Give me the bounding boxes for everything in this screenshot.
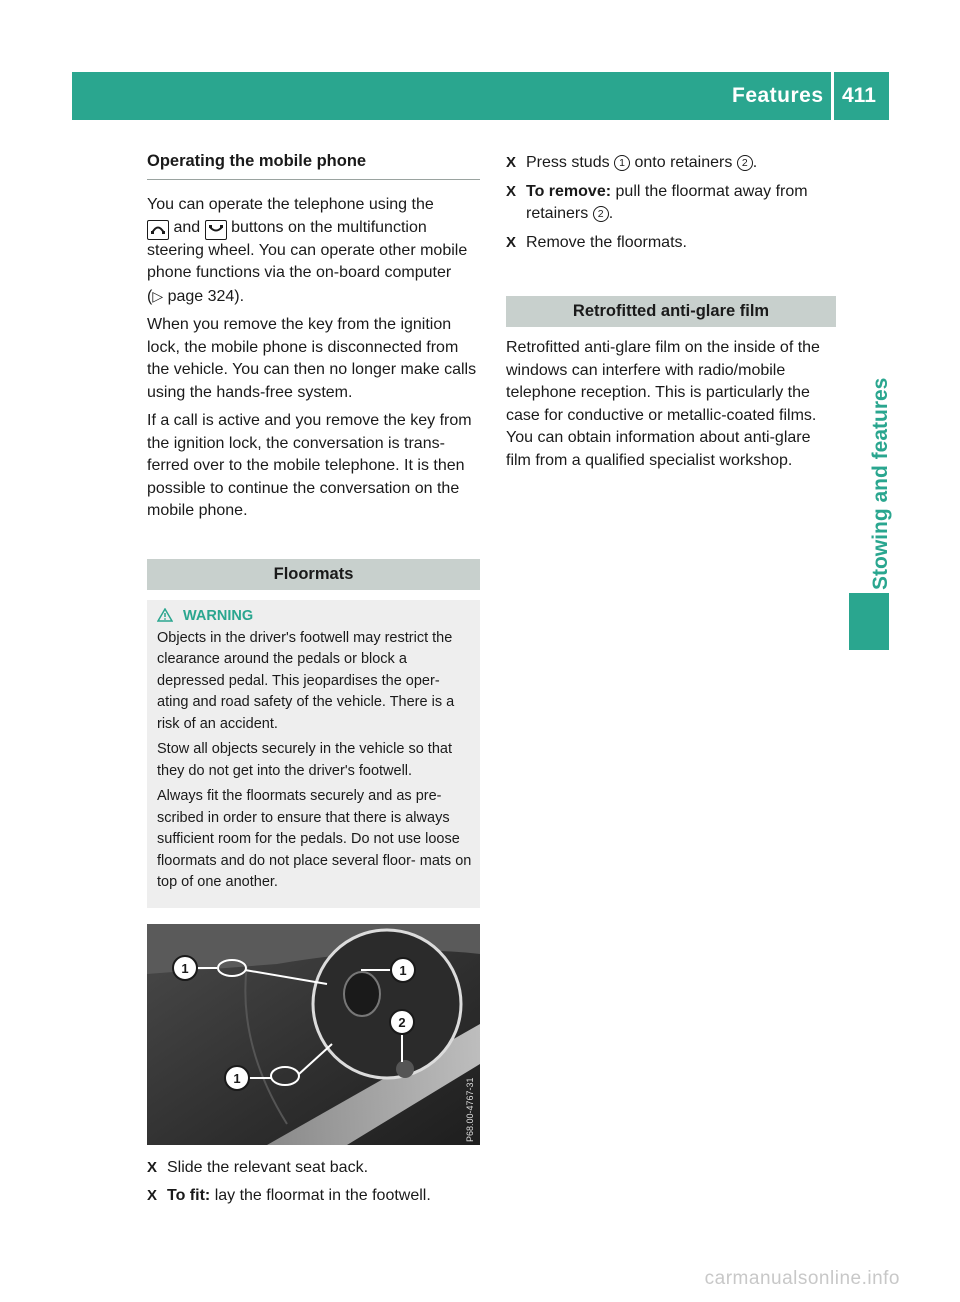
section-heading-floormats: Floormats [147, 559, 480, 590]
warning-box [147, 600, 480, 908]
step-remove-floormats [506, 232, 836, 255]
phone-hangup-icon [205, 220, 227, 240]
footer-watermark: carmanualsonline.info [704, 1268, 900, 1289]
step-arrow-icon: X [147, 1158, 158, 1176]
xref-arrow-icon: ▷ [152, 287, 164, 304]
step-punct: . [752, 154, 758, 171]
paragraph-operate-phone [147, 194, 480, 308]
step-punct: . [608, 205, 614, 222]
step-text: onto retainers [634, 154, 733, 171]
warning-paragraph: Stow all objects securely in the vehicle so that they do not get into the driver's footwell. [157, 741, 452, 779]
section-title: Features [732, 84, 824, 107]
step-arrow-icon: X [506, 182, 517, 200]
right-column [506, 152, 836, 478]
callout-1-icon: 1 [614, 155, 630, 171]
warning-paragraph: Objects in the driver's footwell may restrict the clearance around the pedals or block a depressed pedal. This jeopardises the oper- ating and road safety of the vehicle. There is a risk of an accident. [157, 629, 455, 732]
callout-1 [391, 958, 415, 982]
header-bar [72, 72, 889, 120]
callout-2-icon: 2 [737, 155, 753, 171]
step-arrow-icon: X [506, 233, 517, 251]
step-label: To remove: [526, 182, 612, 200]
step-text: Press studs [526, 154, 610, 171]
step-text: Slide the relevant seat back. [167, 1158, 369, 1176]
section-heading-antiglare: Retrofitted anti-glare film [506, 296, 836, 327]
text: and [173, 218, 201, 236]
text: buttons on the multifunction steering wheel. You can operate other mobile phone functions via the on-board computer [147, 218, 468, 281]
text: You can operate the telephone using the [147, 196, 434, 213]
phone-answer-icon [147, 220, 169, 240]
warning-paragraph: Always fit the floormats securely and as pre- scribed in order to ensure that there is always sufficient room for the pedals. Do not use loose floormats and do not place several floor- mats on top of one another. [157, 788, 472, 890]
callout-1 [173, 956, 197, 980]
step-press-studs [506, 152, 836, 175]
warning-triangle-icon [157, 608, 173, 622]
section-heading-mobile-phone: Operating the mobile phone [147, 152, 480, 180]
header-divider [831, 72, 834, 120]
footer [0, 1246, 960, 1302]
step-text: lay the floormat in the footwell. [214, 1187, 431, 1204]
svg-text:1: 1 [399, 962, 407, 978]
paragraph-key-removed: When you remove the key from the ignition lock, the mobile phone is disconnected from the vehicle. You can then no longer make calls using the hands-free system. [147, 316, 477, 401]
paragraph-call-active: If a call is active and you remove the key from the ignition lock, the conversation is trans- ferred over to the mobile telephone. It is then possible to continue the conversation on the mobile phone. [147, 412, 472, 519]
step-text: Remove the floormats. [526, 233, 687, 251]
step-slide-seat [147, 1157, 480, 1180]
page-number: 411 [842, 84, 876, 107]
step-to-fit [147, 1185, 480, 1208]
xref-open: ( [147, 287, 153, 305]
left-column [147, 152, 480, 1214]
step-text: pull the floormat away from retainers [526, 182, 808, 222]
page-reference[interactable]: page 324). [167, 287, 245, 305]
svg-text:1: 1 [181, 960, 189, 976]
warning-label: WARNING [183, 607, 254, 624]
step-arrow-icon: X [506, 154, 517, 171]
callout-2 [390, 1010, 414, 1034]
step-arrow-icon: X [147, 1187, 158, 1204]
paragraph-antiglare: Retrofitted anti-glare film on the inside of the windows can interfere with radio/mobile telephone reception. This is particularly the case for conductive or metallic-coated films. You can obtain information about anti-glare film from a qualified specialist workshop. [506, 339, 820, 469]
callout-1 [225, 1066, 249, 1090]
step-to-remove [506, 181, 836, 226]
step-label: To fit: [167, 1187, 211, 1204]
photo-code: P68.00-4767-31 [465, 1076, 475, 1142]
svg-text:2: 2 [398, 1014, 406, 1030]
svg-text:1: 1 [233, 1070, 241, 1086]
side-tab-label: Stowing and features [869, 377, 892, 590]
side-tab-marker [849, 593, 889, 650]
floormat-retainer-photo [147, 924, 480, 1145]
warning-title [157, 608, 472, 624]
callout-2-icon: 2 [593, 206, 609, 222]
